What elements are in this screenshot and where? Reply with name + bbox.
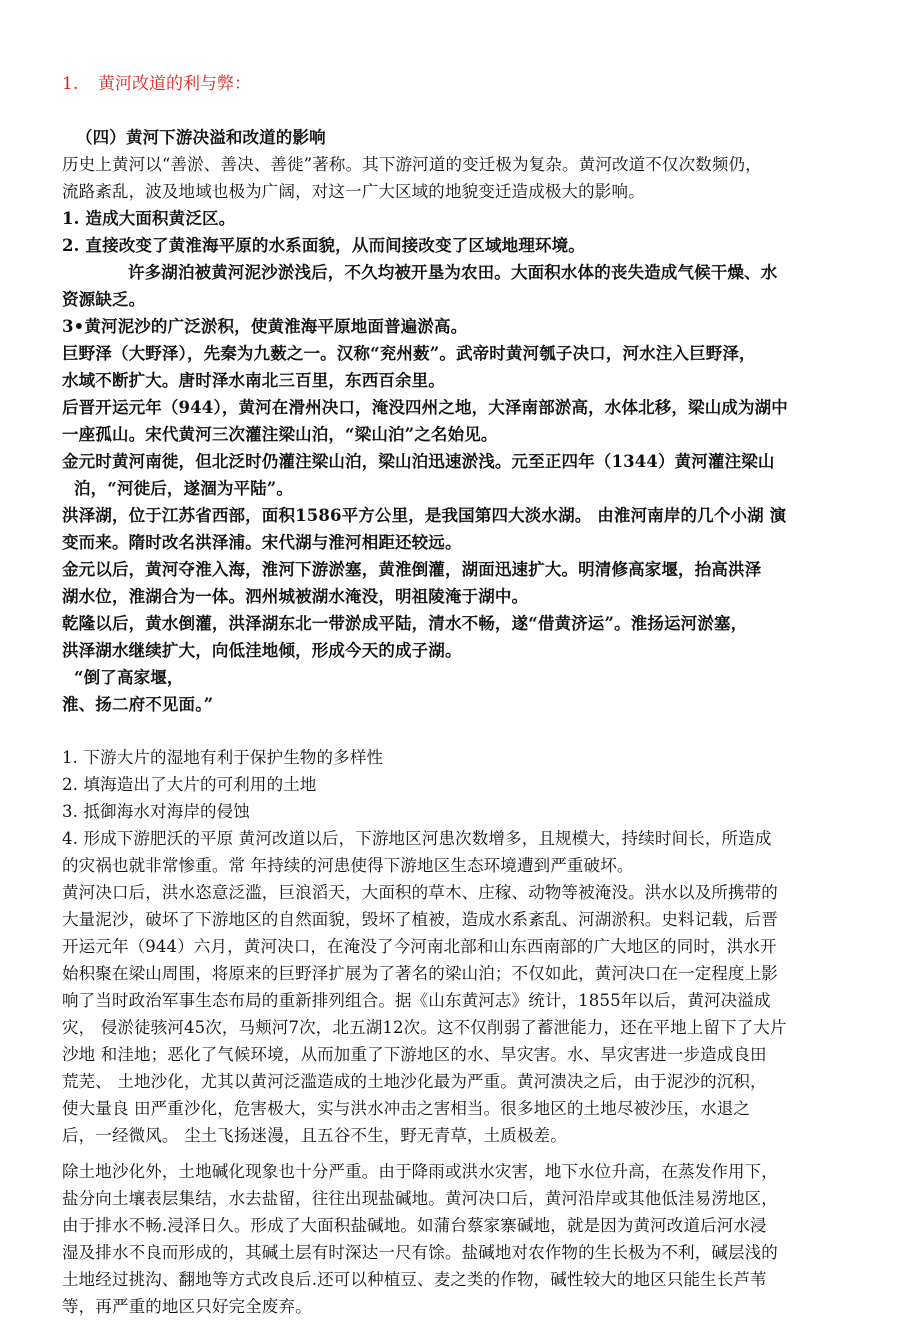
bold-line: 后晋开运元年（944），黄河在滑州决口，淹没四州之地，大泽南部淤高，水体北移，梁山成为湖中 [62, 398, 788, 417]
spacer [62, 718, 862, 744]
bold-line: 金元时黄河南徙，但北泛时仍灌注梁山泊，梁山泊迅速淤浅。元至正四年（1344）黄河灌注梁山 [62, 452, 775, 471]
bold-line: 巨野泽（大野泽），先秦为九薮之一。汉称“兖州薮”。武帝时黄河瓠子决口，河水注入巨野泽， [62, 344, 756, 363]
bold-line: 变而来。隋时改名洪泽浦。宋代湖与淮河相距还较远。 [62, 533, 462, 552]
bold-line: 资源缺乏。 [62, 290, 146, 309]
bold-line: 1. 造成大面积黄泛区。 [62, 209, 236, 228]
list-item: 2. 填海造出了大片的可利用的土地 [62, 775, 317, 794]
paragraph-line: 后，一经微风。 尘土飞扬迷漫，且五谷不生，野无青草，土质极差。 [62, 1126, 567, 1145]
paragraph-line: 由于排水不畅.浸泽日久。形成了大面积盐碱地。如蒲台蔡家寨碱地，就是因为黄河改道后河水浸 [62, 1216, 767, 1235]
list-item: 3. 抵御海水对海岸的侵蚀 [62, 802, 250, 821]
bold-line: 湖水位，淮湖合为一体。泗州城被湖水淹没，明祖陵淹于湖中。 [62, 587, 529, 606]
paragraph-line: 黄河决口后，洪水恣意泛滥，巨浪滔天，大面积的草木、庄稼、动物等被淹没。洪水以及所携带的 [62, 883, 778, 902]
paragraph-line: 始积聚在梁山周围，将原来的巨野泽扩展为了著名的梁山泊；不仅如此，黄河决口在一定程度上影 [62, 964, 778, 983]
bold-line: 一座孤山。宋代黄河三次灌注梁山泊，“梁山泊”之名始见。 [62, 425, 498, 444]
list-item: 1. 下游大片的湿地有利于保护生物的多样性 [62, 748, 384, 767]
paragraph-line: 等，再严重的地区只好完全废弃。 [62, 1297, 312, 1316]
bold-line: 乾隆以后，黄水倒灌，洪泽湖东北一带淤成平陆，清水不畅，遂“借黄济运”。淮扬运河淤塞， [62, 614, 748, 633]
heading-number: 1. [62, 74, 79, 94]
paragraph-line: 灾， 侵淤徒骇河45次，马颊河7次，北五湖12次。这不仅削弱了蓄泄能力，还在平地上留下了大片 [62, 1018, 787, 1037]
paragraph-line: 盐分向土壤表层集结，水去盐留，往往出现盐碱地。黄河决口后，黄河沿岸或其他低洼易涝地区， [62, 1189, 778, 1208]
paragraph-line: 沙地 和洼地；恶化了气候环境，从而加重了下游地区的水、旱灾害。水、旱灾害进一步造成良田 [62, 1045, 767, 1064]
bold-line: 金元以后，黄河夺淮入海，淮河下游淤塞，黄淮倒灌，湖面迅速扩大。明清修高家堰，抬高洪泽 [62, 560, 762, 579]
paragraph-line: 荒芜、 土地沙化，尤其以黄河泛滥造成的土地沙化最为严重。黄河溃决之后，由于泥沙的沉积， [62, 1072, 767, 1091]
list-item: 的灾祸也就非常惨重。常 年持续的河患使得下游地区生态环境遭到严重破坏。 [62, 856, 634, 875]
paragraph-line: 湿及排水不良而形成的，其碱土层有时深达一尺有馀。盐碱地对农作物的生长极为不利，碱层浅的 [62, 1243, 778, 1262]
bold-line: 洪泽湖水继续扩大，向低洼地倾，形成今天的成子湖。 [62, 641, 462, 660]
heading [62, 70, 862, 98]
bold-line: 洪泽湖，位于江苏省西部，面积1586平方公里，是我国第四大淡水湖。 由淮河南岸的几个小湖 演 [62, 506, 787, 525]
bold-line: 泊，“河徙后，遂涸为平陆”。 [74, 479, 294, 498]
paragraph-line: 除土地沙化外，土地碱化现象也十分严重。由于降雨或洪水灾害，地下水位升高，在蒸发作用下， [62, 1162, 778, 1181]
spacer [62, 1149, 862, 1158]
heading-text: 黄河改道的利与弊： [98, 74, 251, 94]
section-title: （四）黄河下游决溢和改道的影响 [76, 128, 326, 147]
bold-line: 淮、扬二府不见面。” [62, 695, 214, 714]
intro-line: 流路紊乱，波及地域也极为广阔，对这一广大区域的地貌变迁造成极大的影响。 [62, 182, 645, 201]
paragraph-line: 响了当时政治军事生态布局的重新排列组合。据《山东黄河志》统计，1855年以后，黄河决溢成 [62, 991, 771, 1010]
paragraph-line: 大量泥沙，破坏了下游地区的自然面貌，毁坏了植被，造成水系紊乱、河湖淤积。史料记载，后晋 [62, 910, 778, 929]
list-item: 4. 形成下游肥沃的平原 黄河改道以后，下游地区河患次数增多，且规模大，持续时间长，所造成 [62, 829, 772, 848]
paragraph-line: 土地经过挑沟、翻地等方式改良后.还可以种植豆、麦之类的作物，碱性较大的地区只能生长芦苇 [62, 1270, 767, 1289]
bold-line: 3•黄河泥沙的广泛淤积，使黄淮海平原地面普遍淤高。 [62, 317, 468, 336]
paragraph-line: 使大量良 田严重沙化，危害极大，实与洪水冲击之害相当。很多地区的土地尽被沙压，水退之 [62, 1099, 751, 1118]
intro-line: 历史上黄河以“善淤、善决、善徙”著称。其下游河道的变迁极为复杂。黄河改道不仅次数频仍， [62, 155, 762, 174]
bold-line: 许多湖泊被黄河泥沙淤浅后，不久均被开垦为农田。大面积水体的丧失造成气候干燥、水 [128, 263, 778, 282]
bold-line: 2. 直接改变了黄淮海平原的水系面貌，从而间接改变了区域地理环境。 [62, 236, 585, 255]
paragraph-line: 开运元年（944）六月，黄河决口，在淹没了今河南北部和山东西南部的广大地区的同时，洪水开 [62, 937, 777, 956]
document-page [62, 70, 862, 1320]
bold-line: “倒了高家堰， [74, 668, 184, 687]
bold-line: 水域不断扩大。唐时泽水南北三百里，东西百余里。 [62, 371, 445, 390]
